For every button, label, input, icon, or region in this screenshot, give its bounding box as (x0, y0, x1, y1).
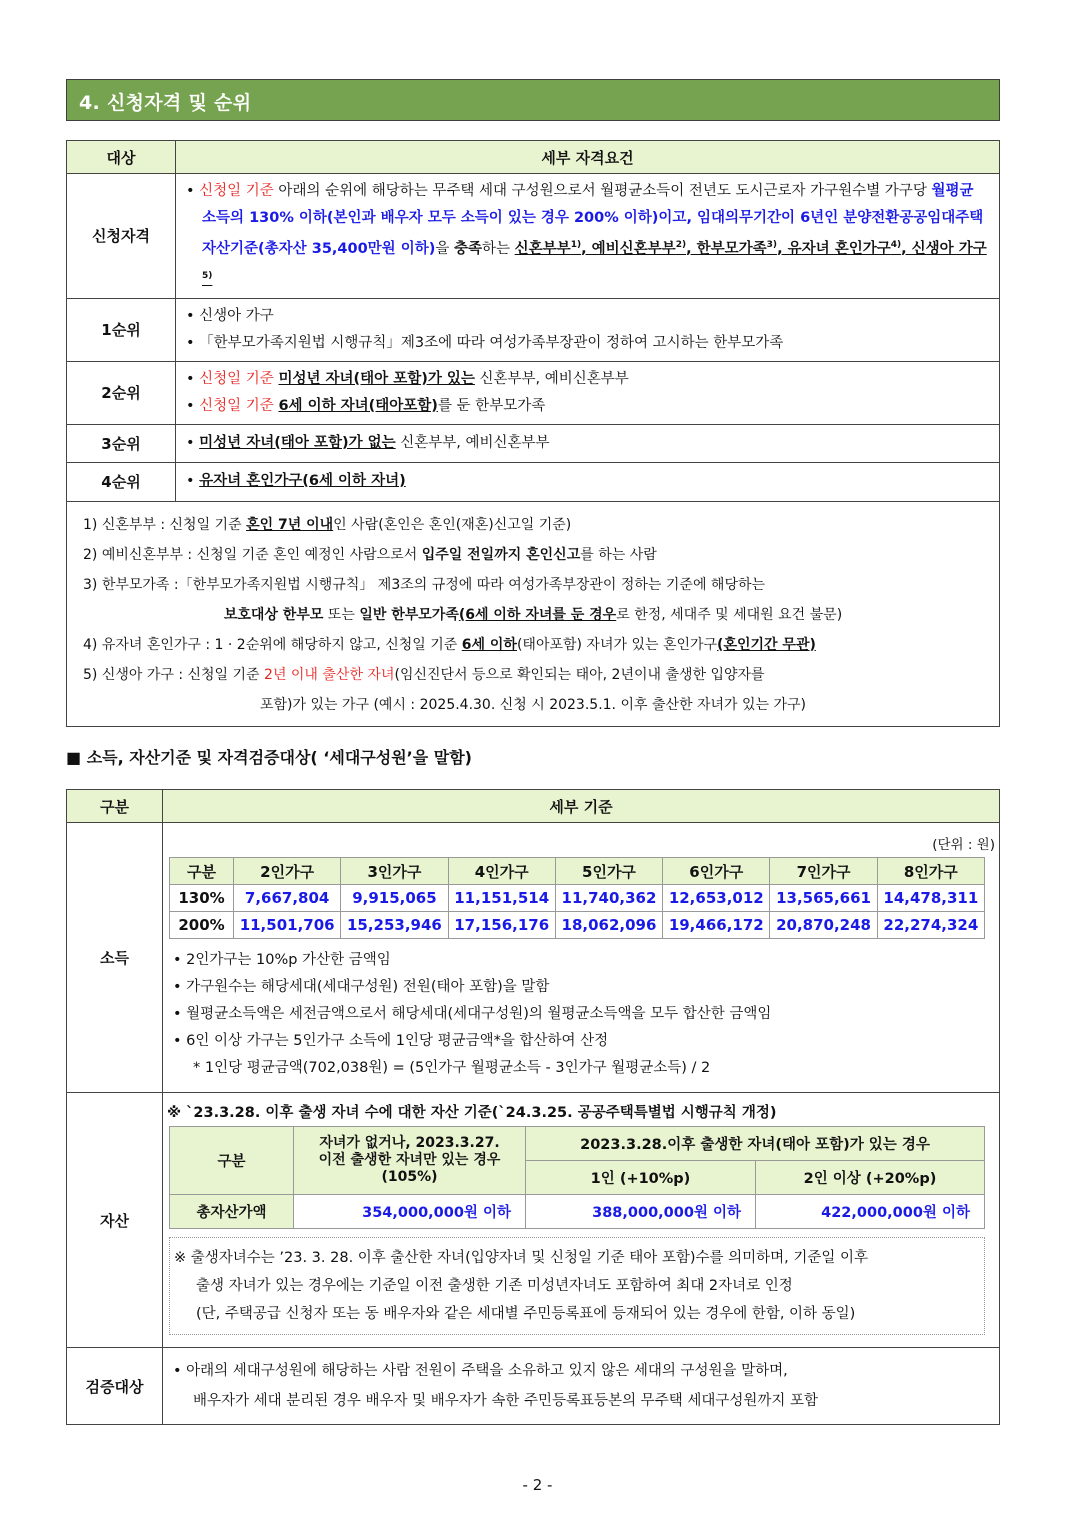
asset-value: 354,000,000원 이하 (294, 1195, 526, 1229)
bullet-item: • 아래의 세대구성원에 해당하는 사람 전원이 주택을 소유하고 있지 않은 세대의 구성원을 말하며, (173, 1356, 989, 1386)
footnote-ref: 4) (890, 240, 902, 250)
income-value: 22,274,324 (877, 912, 984, 939)
column-header-requirements: 세부 자격요건 (176, 141, 1000, 174)
income-value: 19,466,172 (663, 912, 770, 939)
row-label: 총자산가액 (170, 1195, 294, 1229)
income-value: 14,478,311 (877, 885, 984, 912)
text: 2) 예비신혼부부 : 신청일 기준 혼인 예정인 사람으로서 (83, 546, 422, 563)
row-label: 130% (170, 885, 234, 912)
column-header-after: 2023.3.28.이후 출생한 자녀(태아 포함)가 있는 경우 (526, 1127, 985, 1161)
row-label: 신청자격 (67, 174, 176, 299)
row-label: 자산 (67, 1093, 163, 1348)
footnote-1 (83, 510, 983, 540)
income-value: 11,501,706 (234, 912, 341, 939)
income-value: 15,253,946 (341, 912, 448, 939)
income-table (169, 857, 985, 939)
table-row-assets (67, 1093, 1000, 1348)
row-label: 2순위 (67, 361, 176, 424)
column-header: 7인가구 (770, 858, 877, 885)
emphasis-underline: 미성년 자녀(태아 포함)가 없는 (199, 434, 396, 451)
income-value: 18,062,096 (555, 912, 662, 939)
footnote-5 (83, 660, 983, 690)
row-label: 200% (170, 912, 234, 939)
note-line: ※ 출생자녀수는 ’23. 3. 28. 이후 출산한 자녀(입양자녀 및 신청일 기준 태아 포함)수를 의미하며, 기준일 이후 (174, 1250, 869, 1266)
text: 1) 신혼부부 : 신청일 기준 (83, 516, 247, 533)
type-newborn: , 신생아 가구 (901, 240, 987, 257)
bullet-item (186, 178, 989, 294)
text: 아래의 순위에 해당하는 무주택 세대 구성원으로서 월평균소득이 전년도 도시근로자 가구원수별 가구당 (273, 183, 932, 199)
emphasis-red: 신청일 기준 (199, 397, 274, 414)
footnote-ref: 5) (202, 270, 213, 281)
bullet-item: • 월평균소득액은 세전금액으로서 해당세대(세대구성원)의 월평균소득액을 모두 합산한 금액임 (173, 1001, 987, 1028)
text: 이전 출생한 자녀만 있는 경우 (318, 1152, 501, 1168)
column-header: 3인가구 (341, 858, 448, 885)
text: 자녀가 없거나, 2023.3.27. (319, 1135, 500, 1151)
note-line: 출생 자녀가 있는 경우에는 기준일 이전 출생한 기존 미성년자녀도 포함하여 최대 2자녀로 인정 (196, 1278, 793, 1294)
table-row-rank2 (67, 361, 1000, 424)
column-header-target: 대상 (67, 141, 176, 174)
qualification-text (176, 174, 1000, 299)
emphasis-underline: (혼인기간 무관) (717, 636, 816, 653)
text: 하는 (482, 240, 515, 257)
asset-value: 422,000,000원 이하 (756, 1195, 985, 1229)
footnote-ref: 2) (675, 240, 687, 250)
footnote-4 (83, 630, 983, 660)
emphasis-blue: 월평균 소득의 130% 이하(본인과 배우자 모두 소득이 있는 경우 200% 이하)이고, 임대의무기간이 6년인 분양전환공공임대주택 자산기준(총자산 35,400만원 이하) (202, 183, 984, 257)
column-header: 6인가구 (663, 858, 770, 885)
income-value: 12,653,012 (663, 885, 770, 912)
income-row-200 (170, 912, 985, 939)
page-number: - 2 - (522, 1476, 553, 1494)
emphasis-red: 신청일 기준 (199, 370, 274, 387)
footnote-ref: 3) (766, 240, 778, 250)
emphasis-underline: (6세 이하 자녀를 둔 경우 (458, 606, 617, 623)
column-header: 구분 (170, 858, 234, 885)
income-value: 17,156,176 (448, 912, 555, 939)
income-value: 11,151,514 (448, 885, 555, 912)
table-row-rank3 (67, 424, 1000, 462)
income-notes (163, 939, 999, 1092)
column-header-one: 1인 (+10%p) (526, 1161, 756, 1195)
emphasis-bold: 보호대상 한부모 (223, 606, 324, 623)
text: 로 한정, 세대주 및 세대원 요건 불문) (616, 606, 843, 623)
column-header: 구분 (170, 1127, 294, 1195)
emphasis-bold: 입주일 전일까지 혼인신고 (421, 546, 581, 563)
bullet-item: • 2인가구는 10%p 가산한 금액임 (173, 947, 987, 974)
income-header-row (170, 858, 985, 885)
column-header-category: 구분 (67, 790, 163, 823)
column-header: 2인가구 (234, 858, 341, 885)
text: 인 사람(혼인은 혼인(재혼)신고일 기준) (333, 516, 572, 533)
table-row-income (67, 823, 1000, 1093)
footnote-2 (83, 540, 983, 570)
column-header-details: 세부 기준 (163, 790, 1000, 823)
criteria-table (66, 789, 1000, 1425)
emphasis-underline: 유자녀 혼인가구(6세 이하 자녀) (199, 473, 406, 490)
bullet-item (186, 366, 989, 393)
text: (태아포함) 자녀가 있는 혼인가구 (516, 636, 718, 653)
emphasis-underline: 혼인 7년 이내 (246, 516, 334, 533)
text: (105%) (381, 1169, 438, 1185)
asset-row-total (170, 1195, 985, 1229)
table-row-notes (67, 501, 1000, 726)
income-value: 13,565,661 (770, 885, 877, 912)
footnote-ref: 1) (570, 240, 582, 250)
emphasis-red: 2년 이내 출산한 자녀 (264, 666, 395, 683)
bullet-item (186, 468, 989, 495)
emphasis-underline: 미성년 자녀(태아 포함)가 있는 (278, 370, 475, 387)
asset-header-row (170, 1127, 985, 1161)
text: 5) 신생아 가구 : 신청일 기준 (83, 666, 265, 683)
table-row-rank4 (67, 462, 1000, 501)
text: 신혼부부, 예비신혼부부 (395, 434, 550, 451)
footnote: * 1인당 평균금액(702,038원) = (5인가구 월평균소득 - 3인가구 월평균소득) / 2 (193, 1060, 711, 1076)
row-label: 4순위 (67, 462, 176, 501)
text: (임신진단서 등으로 확인되는 태아, 2년이내 출생한 입양자를 (394, 666, 765, 683)
row-label: 3순위 (67, 424, 176, 462)
text: 를 하는 사람 (580, 546, 657, 563)
row-label: 검증대상 (67, 1348, 163, 1425)
column-header-two: 2인 이상 (+20%p) (756, 1161, 985, 1195)
row-label: 1순위 (67, 298, 176, 361)
text: 또는 (323, 606, 360, 623)
footnote-3-continued (83, 600, 983, 630)
text: 을 (435, 240, 455, 257)
asset-table (169, 1126, 985, 1229)
subsection-title: ■ 소득, 자산기준 및 자격검증대상( ‘세대구성원’을 말함) (66, 748, 472, 767)
table-row-rank1 (67, 298, 1000, 361)
income-value: 11,740,362 (555, 885, 662, 912)
type-newlywed: 신혼부부 (514, 240, 571, 257)
emphasis-underline: 6세 이하 (461, 636, 517, 653)
unit-label: (단위 : 원) (932, 837, 995, 853)
footnote-5-continued: 포함)가 있는 가구 (예시 : 2025.4.30. 신청 시 2023.5.1. 이후 출산한 자녀가 있는 가구) (259, 696, 807, 713)
emphasis-bold: 충족 (454, 240, 483, 257)
asset-note-box (169, 1237, 985, 1335)
bullet-item: • 가구원수는 해당세대(세대구성원) 전원(태아 포함)을 말함 (173, 974, 987, 1001)
footnotes (67, 501, 1000, 726)
income-value: 20,870,248 (770, 912, 877, 939)
asset-value: 388,000,000원 이하 (526, 1195, 756, 1229)
emphasis-underline: 6세 이하 자녀(태아포함) (278, 397, 438, 414)
type-prospective-newlywed: , 예비신혼부부 (581, 240, 676, 257)
section-title: 4. 신청자격 및 순위 (66, 79, 1000, 121)
eligibility-table (66, 140, 1000, 727)
table-row-verification (67, 1348, 1000, 1425)
emphasis-bold: 일반 한부모가족 (359, 606, 459, 623)
type-married-with-children: , 유자녀 혼인가구 (777, 240, 891, 257)
type-single-parent: , 한부모가족 (686, 240, 767, 257)
column-header: 5인가구 (555, 858, 662, 885)
bullet-item: • 신생아 가구 (186, 303, 989, 330)
table-row-qualification (67, 174, 1000, 299)
column-header: 4인가구 (448, 858, 555, 885)
bullet-item: • 「한부모가족지원법 시행규칙」제3조에 따라 여성가족부장관이 정하여 고시하는 한부모가족 (186, 330, 989, 357)
income-row-130 (170, 885, 985, 912)
asset-criteria-title: ※ `23.3.28. 이후 출생 자녀 수에 대한 자산 기준(`24.3.25. 공공주택특별법 시행규칙 개정) (167, 1105, 777, 1121)
column-header-no-children (294, 1127, 526, 1195)
bullet-item (186, 430, 989, 457)
bullet-item: • 6인 이상 가구는 5인가구 소득에 1인당 평균금액*을 합산하여 산정 (173, 1028, 987, 1055)
text: 4) 유자녀 혼인가구 : 1 · 2순위에 해당하지 않고, 신청일 기준 (83, 636, 462, 653)
note-line: (단, 주택공급 신청자 또는 동 배우자와 같은 세대별 주민등록표에 등재되어 있는 경우에 한함, 이하 동일) (196, 1306, 856, 1322)
income-value: 7,667,804 (234, 885, 341, 912)
text: 신혼부부, 예비신혼부부 (474, 370, 629, 387)
column-header: 8인가구 (877, 858, 984, 885)
footnote-3: 3) 한부모가족 :「한부모가족지원법 시행규칙」 제3조의 규정에 따라 여성가족부장관이 정하는 기준에 해당하는 (83, 576, 766, 593)
row-label: 소득 (67, 823, 163, 1093)
income-value: 9,915,065 (341, 885, 448, 912)
text: 를 둔 한부모가족 (437, 397, 546, 414)
bullet-item (186, 393, 989, 420)
emphasis-red: 신청일 기준 (199, 183, 274, 199)
bullet-continuation: 배우자가 세대 분리된 경우 배우자 및 배우자가 속한 주민등록표등본의 무주택 세대구성원까지 포함 (193, 1393, 818, 1409)
